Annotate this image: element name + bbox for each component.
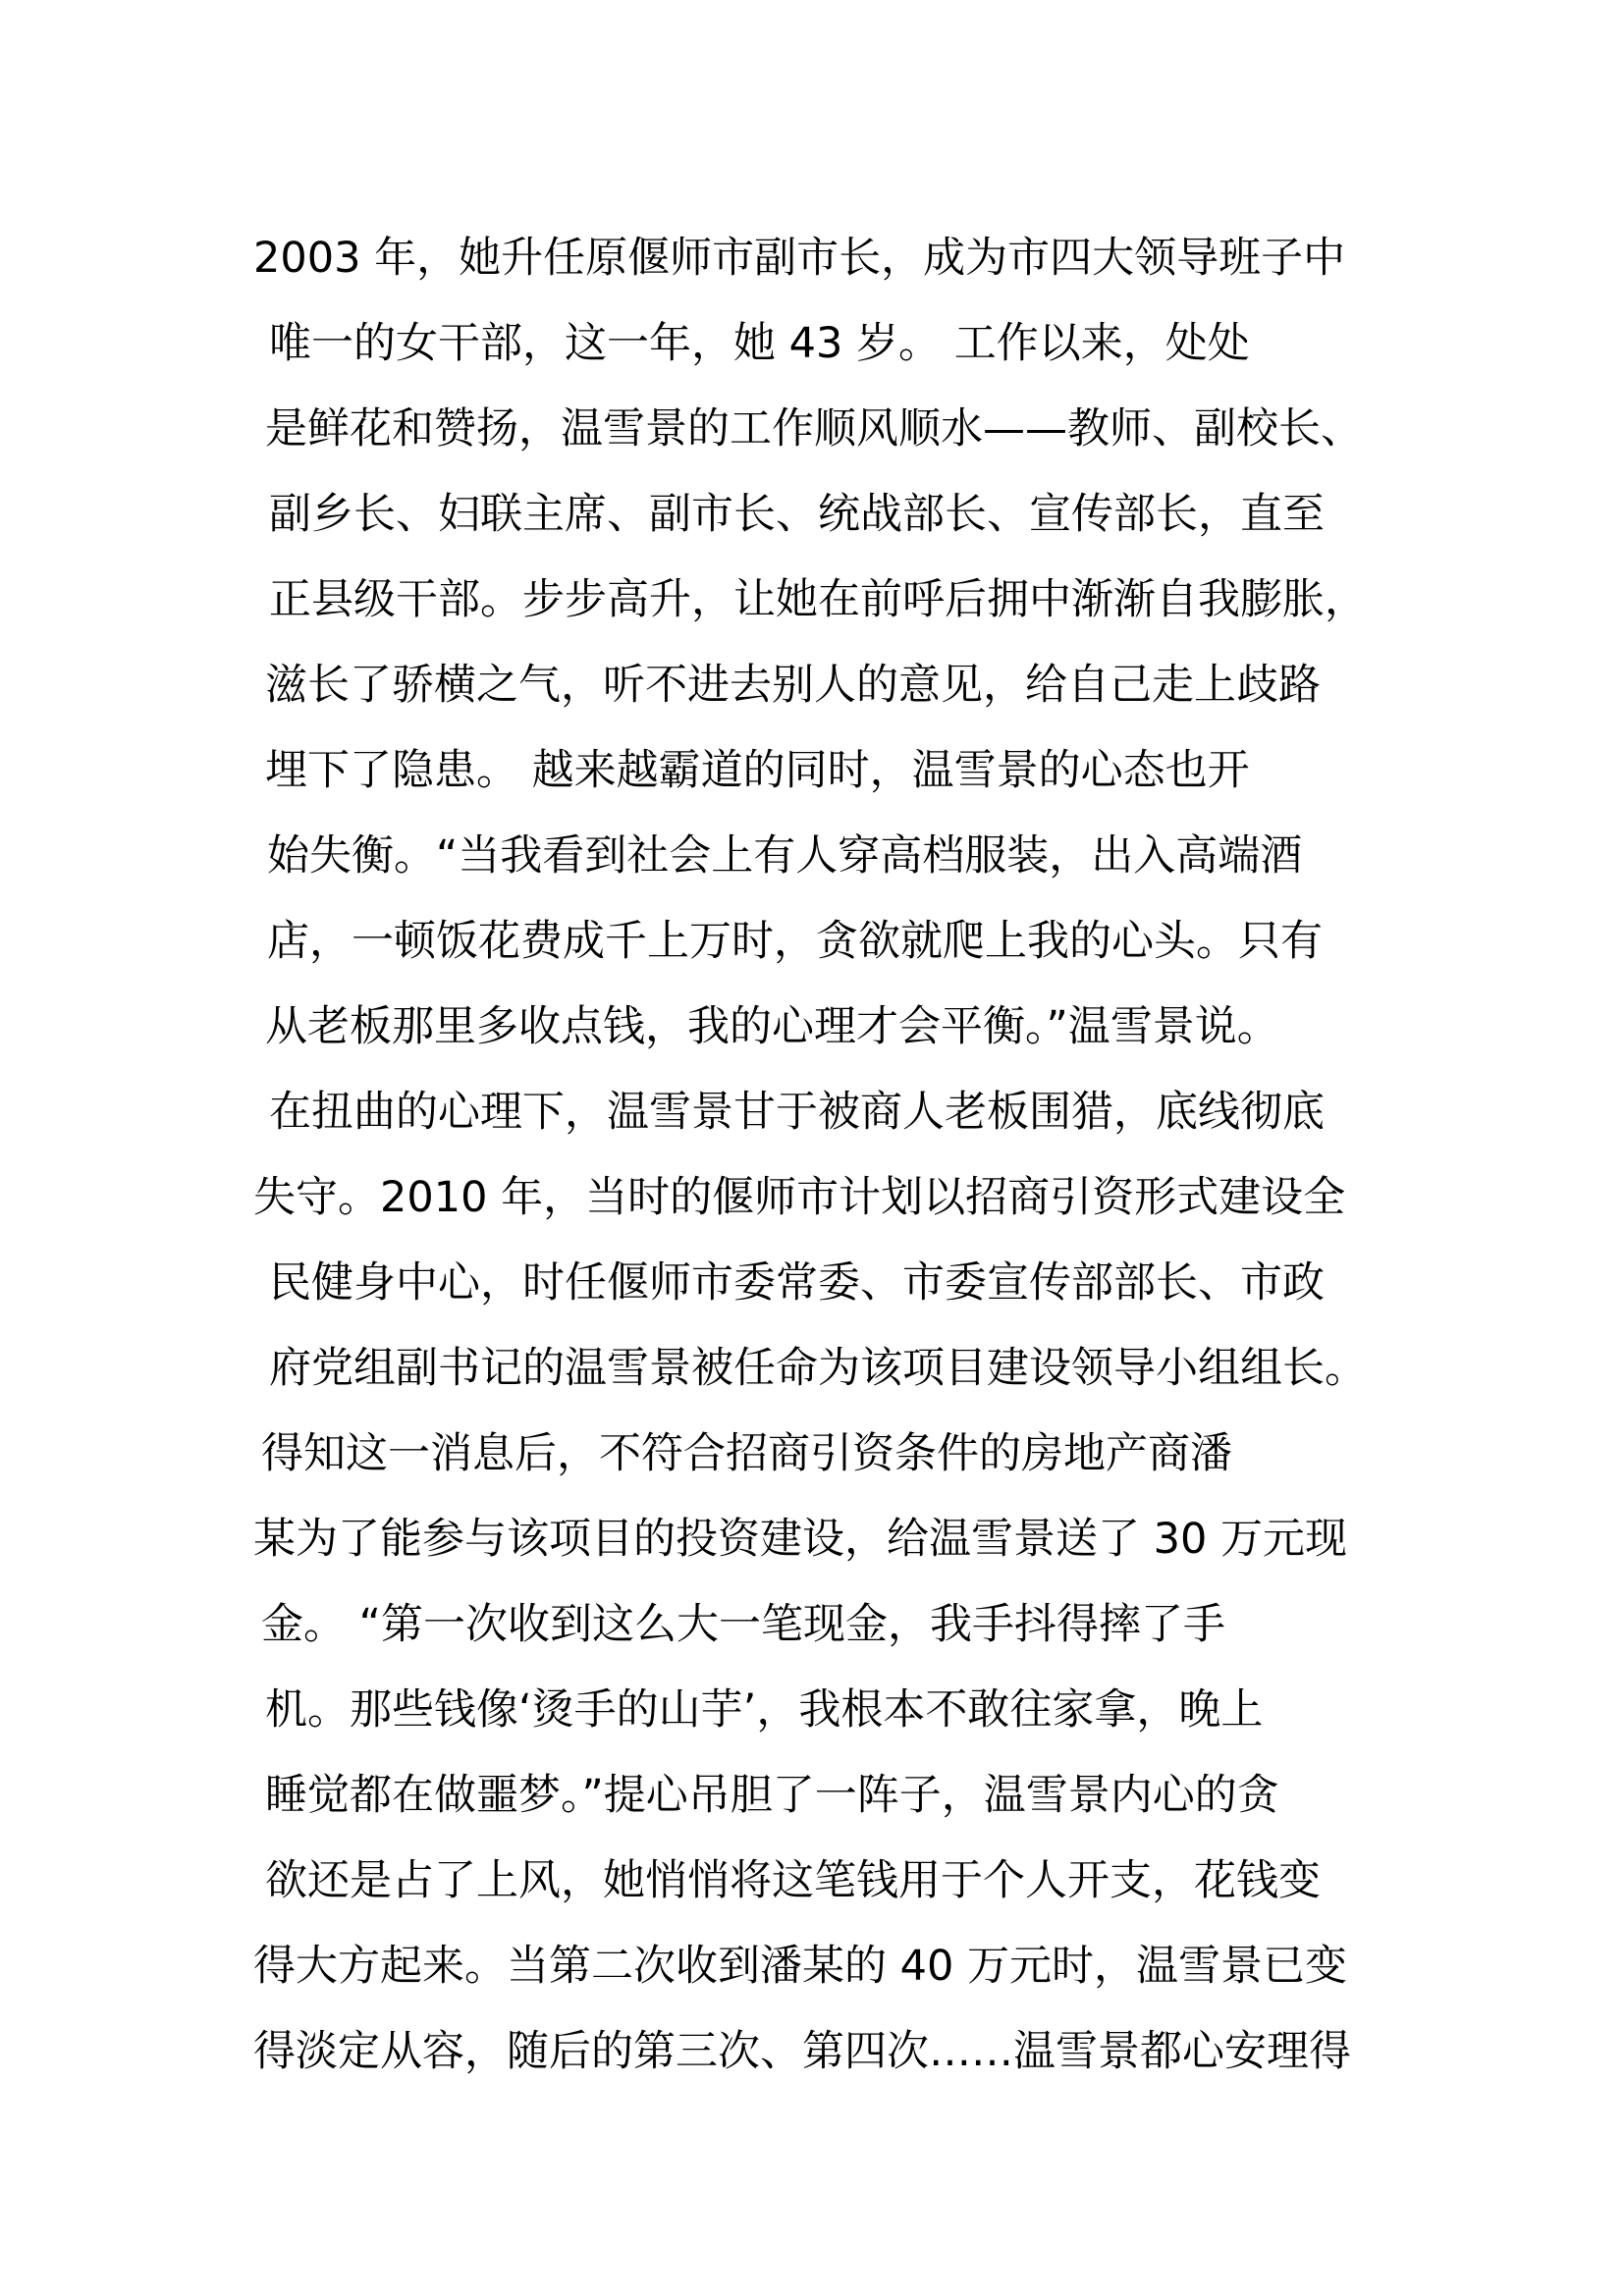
text-line: 失守。2010 年，当时的偃师市计划以招商引资形式建设全: [253, 1173, 1346, 1222]
text-line: 金。 “第一次收到这么大一笔现金，我手抖得摔了手: [261, 1600, 1225, 1649]
text-line: 欲还是占了上风，她悄悄将这笔钱用于个人开支，花钱变: [265, 1856, 1321, 1905]
text-line: 府党组副书记的温雪景被任命为该项目建设领导小组组长。: [269, 1344, 1367, 1393]
text-line: 某为了能参与该项目的投资建设，给温雪景送了 30 万元现: [253, 1515, 1348, 1564]
text-line: 从老板那里多收点钱，我的心理才会平衡。”温雪景说。: [265, 1002, 1279, 1051]
text-line: 滋长了骄横之气，听不进去别人的意见，给自己走上歧路: [265, 661, 1321, 710]
text-line: 正县级干部。步步高升，让她在前呼后拥中渐渐自我膨胀，: [269, 575, 1367, 624]
text-line: 副乡长、妇联主席、副市长、统战部长、宣传部长，直至: [269, 490, 1325, 539]
text-line: 得淡定从容，随后的第三次、第四次……温雪景都心安理得: [253, 2027, 1351, 2076]
text-line: 是鲜花和赞扬，温雪景的工作顺风顺水——教师、副校长、: [265, 404, 1363, 454]
text-line: 得知这一消息后，不符合招商引资条件的房地产商潘: [261, 1429, 1232, 1478]
text-line: 得大方起来。当第二次收到潘某的 40 万元时，温雪景已变: [253, 1942, 1348, 1991]
text-line: 唯一的女干部，这一年，她 43 岁。 工作以来，处处: [269, 319, 1250, 368]
text-line: 睡觉都在做噩梦。”提心吊胆了一阵子，温雪景内心的贪: [265, 1771, 1279, 1820]
text-line: 店，一顿饭花费成千上万时，贪欲就爬上我的心头。只有: [267, 917, 1323, 966]
text-line: 始失衡。“当我看到社会上有人穿高档服装，出入高端酒: [267, 831, 1303, 881]
text-line: 2003 年，她升任原偃师市副市长，成为市四大领导班子中: [253, 234, 1346, 283]
text-line: 在扭曲的心理下，温雪景甘于被商人老板围猎，底线彻底: [269, 1088, 1325, 1137]
text-line: 民健身中心，时任偃师市委常委、市委宣传部部长、市政: [269, 1258, 1325, 1308]
text-line: 埋下了隐患。 越来越霸道的同时，温雪景的心态也开: [265, 746, 1250, 795]
text-line: 机。那些钱像‘烫手的山芋’，我根本不敢往家拿，晚上: [265, 1685, 1264, 1735]
